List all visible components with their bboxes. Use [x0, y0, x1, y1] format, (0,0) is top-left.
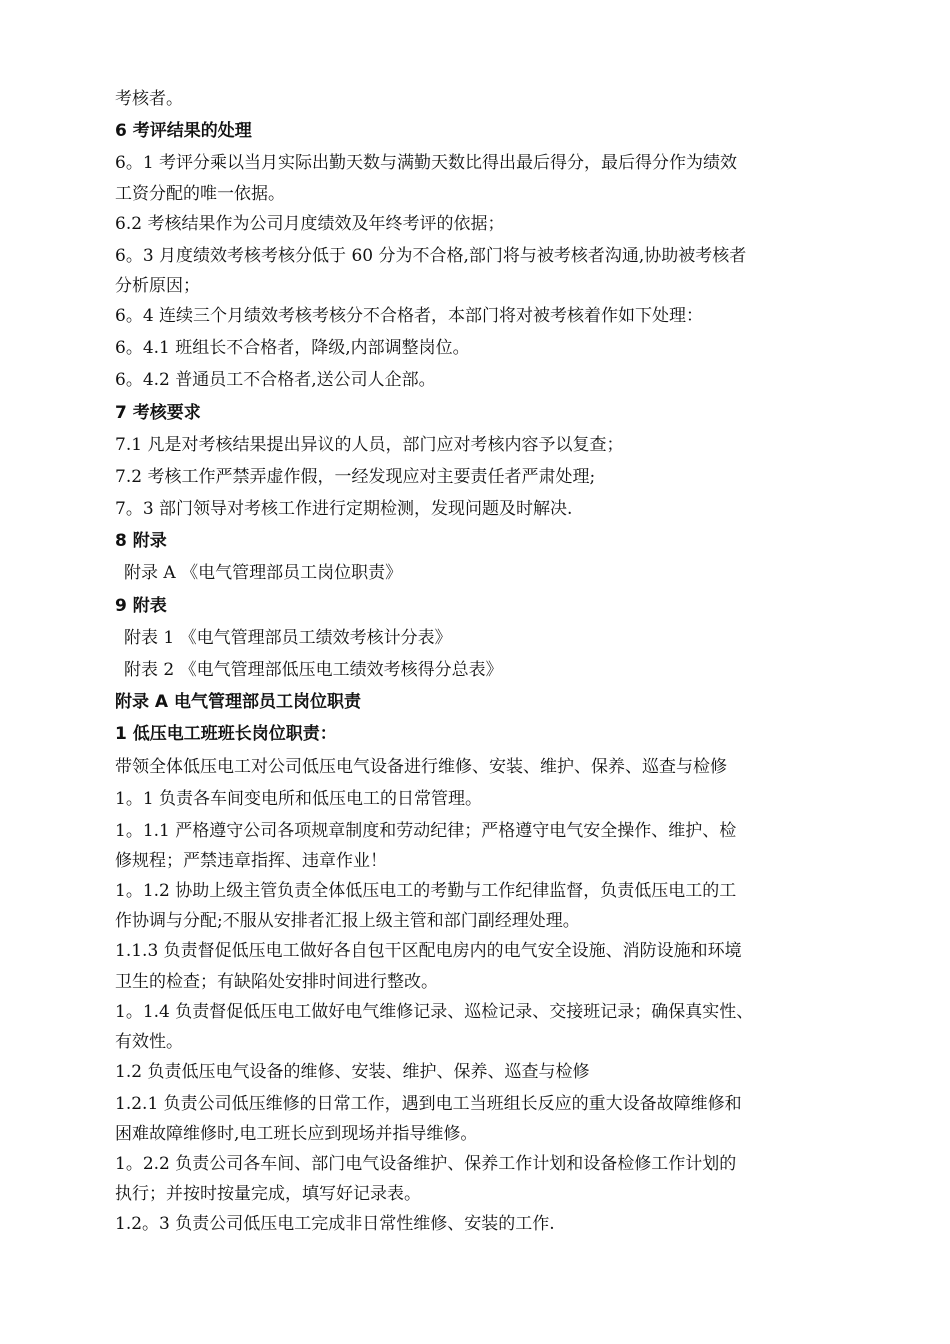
- paragraph-line: 附录 A 《电气管理部员工岗位职责》: [124, 563, 403, 584]
- paragraph-line: 6。4.2 普通员工不合格者,送公司人企部。: [115, 370, 436, 391]
- paragraph-line: 1.1.3 负责督促低压电工做好各自包干区配电房内的电气安全设施、消防设施和环境: [115, 941, 742, 962]
- section-heading: 9 附表: [115, 595, 167, 616]
- section-heading: 8 附录: [115, 531, 167, 552]
- paragraph-line: 6。3 月度绩效考核考核分低于 60 分为不合格,部门将与被考核者沟通,协助被考核者: [115, 245, 747, 266]
- paragraph-line: 分析原因；: [115, 275, 200, 296]
- paragraph-line: 困难故障维修时,电工班长应到现场并指导维修。: [115, 1124, 478, 1145]
- section-heading: 1 低压电工班班长岗位职责：: [115, 724, 337, 745]
- paragraph-line: 1.2。3 负责公司低压电工完成非日常性维修、安装的工作.: [115, 1214, 555, 1235]
- section-heading: 7 考核要求: [115, 402, 201, 423]
- paragraph-line: 7.1 凡是对考核结果提出异议的人员，部门应对考核内容予以复查；: [115, 434, 624, 455]
- section-heading: 6 考评结果的处理: [115, 121, 252, 142]
- paragraph-line: 6.2 考核结果作为公司月度绩效及年终考评的依据；: [115, 213, 505, 234]
- paragraph-line: 1。1 负责各车间变电所和低压电工的日常管理。: [115, 788, 483, 809]
- paragraph-line: 1。1.1 严格遵守公司各项规章制度和劳动纪律；严格遵守电气安全操作、维护、检: [115, 820, 737, 841]
- paragraph-line: 工资分配的唯一依据。: [115, 183, 285, 204]
- paragraph-line: 6。4 连续三个月绩效考核考核分不合格者，本部门将对被考核着作如下处理：: [115, 305, 704, 326]
- paragraph-line: 有效性。: [115, 1031, 183, 1052]
- paragraph-line: 附表 1 《电气管理部员工绩效考核计分表》: [124, 627, 452, 648]
- paragraph-line: 7.2 考核工作严禁弄虚作假，一经发现应对主要责任者严肃处理;: [115, 466, 596, 487]
- paragraph-line: 6。1 考评分乘以当月实际出勤天数与满勤天数比得出最后得分，最后得分作为绩效: [115, 153, 738, 174]
- paragraph-line: 卫生的检查；有缺陷处安排时间进行整改。: [115, 971, 438, 992]
- paragraph-line: 带领全体低压电工对公司低压电气设备进行维修、安装、维护、保养、巡查与检修: [115, 756, 727, 777]
- document-page: [115, 83, 835, 1240]
- paragraph-line: 考核者。: [115, 89, 183, 109]
- paragraph-line: 执行；并按时按量完成，填写好记录表。: [115, 1184, 421, 1205]
- paragraph-line: 7。3 部门领导对考核工作进行定期检测，发现问题及时解决.: [115, 499, 573, 520]
- paragraph-line: 1.2 负责低压电气设备的维修、安装、维护、保养、巡查与检修: [115, 1061, 590, 1082]
- paragraph-line: 6。4.1 班组长不合格者，降级,内部调整岗位。: [115, 338, 470, 359]
- paragraph-line: 修规程；严禁违章指挥、违章作业！: [115, 851, 387, 872]
- section-heading: 附录 A 电气管理部员工岗位职责: [115, 692, 361, 713]
- paragraph-line: 1。1.4 负责督促低压电工做好电气维修记录、巡检记录、交接班记录；确保真实性、: [115, 1001, 754, 1022]
- paragraph-line: 附表 2 《电气管理部低压电工绩效考核得分总表》: [124, 660, 503, 680]
- paragraph-line: 1。2.2 负责公司各车间、部门电气设备维护、保养工作计划和设备检修工作计划的: [115, 1154, 737, 1175]
- paragraph-line: 作协调与分配;不服从安排者汇报上级主管和部门副经理处理。: [115, 911, 580, 932]
- paragraph-line: 1。1.2 协助上级主管负责全体低压电工的考勤与工作纪律监督，负责低压电工的工: [115, 881, 737, 902]
- paragraph-line: 1.2.1 负责公司低压维修的日常工作，遇到电工当班组长反应的重大设备故障维修和: [115, 1093, 742, 1114]
